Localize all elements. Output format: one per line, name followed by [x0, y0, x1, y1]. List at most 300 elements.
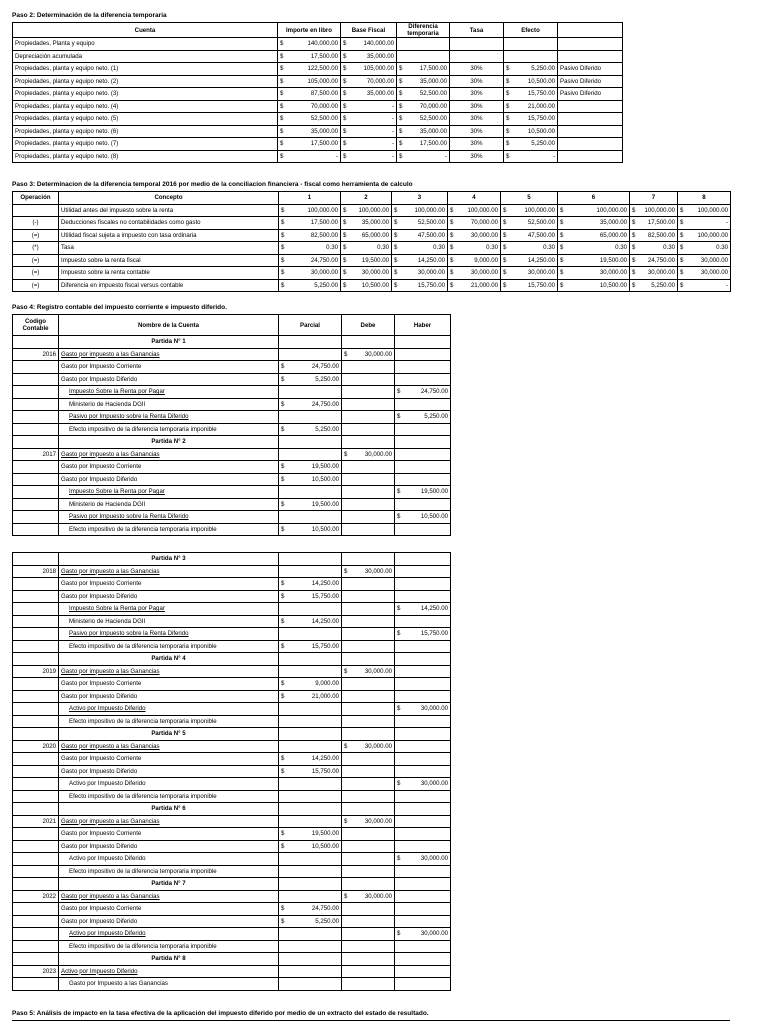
currency-symbol: $	[506, 102, 510, 110]
journal-parcial	[279, 578, 342, 591]
journal-row	[13, 978, 451, 991]
journal-debe-value: 30,000.00	[364, 817, 392, 825]
currency-symbol: $	[281, 363, 285, 371]
journal-parcial-value: 9,000.00	[315, 680, 339, 688]
paso3-cell-value: 100,000.00	[307, 206, 338, 214]
journal-code	[13, 603, 59, 616]
paso2-tipo	[558, 38, 623, 51]
journal-debe	[342, 628, 395, 641]
journal-parcial	[279, 486, 342, 499]
journal-debe	[342, 928, 395, 941]
paso2-tasa: 30%	[450, 63, 504, 76]
paso2-cell-value: -	[391, 115, 394, 123]
paso3-cell	[678, 217, 731, 230]
account-name-text: Activo por Impuesto Diferido	[69, 780, 146, 788]
paso2-cell-value: -	[335, 152, 338, 160]
currency-symbol: $	[280, 90, 284, 98]
paso3-cell-value: 5,250.00	[314, 281, 338, 289]
currency-symbol: $	[281, 269, 285, 277]
journal-haber	[395, 553, 451, 566]
paso2-cuenta: Propiedades, planta y equipo neto. (5)	[13, 113, 278, 126]
paso3-cell-value: 100,000.00	[596, 206, 627, 214]
journal-row	[13, 411, 451, 424]
journal-parcial	[279, 498, 342, 511]
journal-haber	[395, 565, 451, 578]
paso2-efecto-value: 15,750.00	[527, 115, 555, 123]
journal-row	[13, 628, 451, 641]
paso2-efecto	[504, 38, 558, 51]
account-name	[59, 690, 279, 703]
journal-debe	[342, 715, 395, 728]
paso3-operacion	[13, 204, 59, 217]
currency-symbol: $	[343, 256, 347, 264]
journal-row	[13, 765, 451, 778]
paso3-cell	[501, 229, 558, 242]
currency-symbol: $	[397, 930, 401, 938]
currency-symbol: $	[343, 52, 347, 60]
journal-parcial-value: 5,250.00	[315, 917, 339, 925]
journal-debe	[342, 815, 395, 828]
paso2-tipo	[558, 138, 623, 151]
journal-entry-header	[13, 953, 451, 966]
currency-symbol: $	[680, 281, 684, 289]
journal-parcial	[279, 940, 342, 953]
paso3-cell-value: 17,500.00	[647, 219, 675, 227]
currency-symbol: $	[397, 630, 401, 638]
journal-haber	[395, 765, 451, 778]
currency-symbol: $	[397, 388, 401, 396]
account-name-text: Gasto por Impuesto Diferido	[61, 692, 138, 700]
currency-symbol: $	[281, 244, 285, 252]
journal-haber	[395, 640, 451, 653]
account-name-text: Gasto por impuesto a las Ganancias	[61, 892, 160, 900]
journal-haber	[395, 728, 451, 741]
paso2-efecto-value: 15,750.00	[527, 90, 555, 98]
journal-code	[13, 853, 59, 866]
paso2-header: Cuenta	[13, 23, 278, 38]
paso3-cell	[630, 254, 678, 267]
paso2-cell	[397, 38, 450, 51]
paso2-row	[13, 138, 623, 151]
currency-symbol: $	[281, 680, 285, 688]
journal-row	[13, 740, 451, 753]
currency-symbol: $	[280, 40, 284, 48]
paso3-cell	[448, 242, 501, 255]
account-name-text: Impuesto Sobre la Renta por Pagar	[69, 488, 165, 496]
journal-parcial	[279, 603, 342, 616]
journal-debe	[342, 653, 395, 666]
journal-debe	[342, 790, 395, 803]
paso2-cell-value: 87,500.00	[310, 90, 338, 98]
paso2-tasa: 30%	[450, 75, 504, 88]
paso2-cell	[278, 113, 341, 126]
paso2-efecto-value: 5,250.00	[531, 65, 555, 73]
partida-title: Partida N° 6	[59, 803, 279, 816]
currency-symbol: $	[506, 152, 510, 160]
partida-title: Partida N° 2	[59, 436, 279, 449]
paso3-cell	[630, 204, 678, 217]
account-name-text: Gasto por Impuesto Diferido	[61, 475, 138, 483]
paso2-cell-value: 52,500.00	[419, 90, 447, 98]
journal-haber	[395, 603, 451, 616]
paso2-header: Base Fiscal	[341, 23, 397, 38]
paso3-cell	[392, 229, 448, 242]
currency-symbol: $	[281, 830, 285, 838]
journal-parcial	[279, 828, 342, 841]
paso2-tipo: Pasivo Diferido	[558, 75, 623, 88]
account-name-text: Gasto por Impuesto Corriente	[61, 830, 142, 838]
journal-parcial	[279, 965, 342, 978]
currency-symbol: $	[680, 256, 684, 264]
account-name-text: Gasto por impuesto a las Ganancias	[61, 567, 160, 575]
paso3-row	[13, 242, 731, 255]
journal-parcial-value: 14,250.00	[311, 617, 339, 625]
paso3-cell-value: 47,500.00	[527, 231, 555, 239]
currency-symbol: $	[281, 617, 285, 625]
paso2-cell-value: 105,000.00	[363, 65, 394, 73]
journal-row	[13, 828, 451, 841]
currency-symbol: $	[394, 281, 398, 289]
paso2-cuenta: Propiedades, planta y equipo neto. (2)	[13, 75, 278, 88]
account-name	[59, 423, 279, 436]
journal-code	[13, 865, 59, 878]
journal-code	[13, 878, 59, 891]
paso3-header: Concepto	[59, 192, 279, 205]
journal-haber	[395, 815, 451, 828]
paso3-operacion: (=)	[13, 254, 59, 267]
currency-symbol: $	[344, 742, 348, 750]
currency-symbol: $	[503, 269, 507, 277]
paso3-cell-value: 21,000.00	[470, 281, 498, 289]
currency-symbol: $	[344, 350, 348, 358]
paso3-cell-value: 10,500.00	[599, 281, 627, 289]
journal-haber-value: 15,750.00	[420, 630, 448, 638]
journal-row	[13, 461, 451, 474]
currency-symbol: $	[399, 65, 403, 73]
journal-code	[13, 753, 59, 766]
journal-haber	[395, 511, 451, 524]
paso2-efecto-value: 5,250.00	[531, 140, 555, 148]
journal-parcial-value: 14,250.00	[311, 755, 339, 763]
paso3-concepto: Utilidad antes del impuesto sobre la renta	[59, 204, 279, 217]
currency-symbol: $	[506, 77, 510, 85]
currency-symbol: $	[397, 780, 401, 788]
paso2-row	[13, 150, 623, 163]
currency-symbol: $	[343, 90, 347, 98]
currency-symbol: $	[506, 127, 510, 135]
partida-title: Partida N° 8	[59, 953, 279, 966]
currency-symbol: $	[344, 667, 348, 675]
journal-debe	[342, 386, 395, 399]
paso2-row	[13, 125, 623, 138]
paso3-cell	[630, 217, 678, 230]
paso2-tasa: 30%	[450, 138, 504, 151]
paso3-cell-value: 82,500.00	[647, 231, 675, 239]
journal-haber	[395, 828, 451, 841]
journal-row	[13, 578, 451, 591]
journal-parcial	[279, 653, 342, 666]
paso3-operacion: (=)	[13, 279, 59, 292]
currency-symbol: $	[343, 206, 347, 214]
paso2-cell	[278, 63, 341, 76]
account-name-text: Activo por Impuesto Diferido	[61, 967, 138, 975]
journal-row	[13, 615, 451, 628]
currency-symbol: $	[280, 140, 284, 148]
journal-parcial	[279, 640, 342, 653]
journal-debe	[342, 828, 395, 841]
account-name	[59, 890, 279, 903]
paso3-cell-value: 100,000.00	[644, 206, 675, 214]
journal-row	[13, 903, 451, 916]
journal-row	[13, 928, 451, 941]
account-name-text: Gasto por Impuesto Corriente	[61, 755, 142, 763]
journal-haber	[395, 361, 451, 374]
paso3-cell	[501, 254, 558, 267]
journal-debe-value: 30,000.00	[364, 350, 392, 358]
journal-parcial	[279, 790, 342, 803]
currency-symbol: $	[506, 115, 510, 123]
journal-row	[13, 498, 451, 511]
paso2-cell-value: -	[391, 102, 394, 110]
currency-symbol: $	[399, 140, 403, 148]
journal-row	[13, 486, 451, 499]
account-name	[59, 903, 279, 916]
journal-code	[13, 928, 59, 941]
currency-symbol: $	[343, 269, 347, 277]
currency-symbol: $	[450, 256, 454, 264]
journal-haber	[395, 703, 451, 716]
journal-debe	[342, 590, 395, 603]
currency-symbol: $	[632, 256, 636, 264]
journal-debe	[342, 690, 395, 703]
currency-symbol: $	[399, 102, 403, 110]
paso2-cell-value: 17,500.00	[419, 65, 447, 73]
journal-debe	[342, 448, 395, 461]
paso2-tasa: 30%	[450, 100, 504, 113]
account-name	[59, 498, 279, 511]
paso2-cuenta: Propiedades, Planta y equipo	[13, 38, 278, 51]
paso3-cell-value: 15,750.00	[417, 281, 445, 289]
journal-row	[13, 590, 451, 603]
journal-row	[13, 815, 451, 828]
journal-parcial	[279, 765, 342, 778]
paso3-cell-value: 0.30	[433, 244, 445, 252]
currency-symbol: $	[506, 140, 510, 148]
paso3-header: 8	[678, 192, 731, 205]
journal-row	[13, 423, 451, 436]
account-name	[59, 790, 279, 803]
paso2-cell-value: 70,000.00	[419, 102, 447, 110]
paso3-cell	[678, 254, 731, 267]
paso2-tipo	[558, 50, 623, 63]
paso3-operacion: (=)	[13, 229, 59, 242]
journal-code	[13, 411, 59, 424]
journal-debe	[342, 803, 395, 816]
currency-symbol: $	[397, 488, 401, 496]
journal-debe	[342, 498, 395, 511]
currency-symbol: $	[281, 281, 285, 289]
journal-code	[13, 940, 59, 953]
paso3-header: 1	[279, 192, 341, 205]
paso3-cell	[448, 204, 501, 217]
journal-parcial	[279, 348, 342, 361]
account-name-text: Gasto por Impuesto Diferido	[61, 375, 138, 383]
currency-symbol: $	[394, 244, 398, 252]
journal-debe	[342, 978, 395, 991]
journal-row	[13, 523, 451, 536]
currency-symbol: $	[281, 592, 285, 600]
journal-parcial-value: 19,500.00	[311, 463, 339, 471]
paso3-concepto: Deducciones fiscales no contabilidades como gasto	[59, 217, 279, 230]
paso3-cell	[279, 254, 341, 267]
account-name-text: Efecto impositivo de la diferencia temporaria imponible	[69, 942, 217, 950]
journal-haber-value: 24,750.00	[420, 388, 448, 396]
journal-haber-value: 30,000.00	[420, 930, 448, 938]
journal-row	[13, 840, 451, 853]
journal-code: 2018	[13, 565, 59, 578]
account-name	[59, 461, 279, 474]
journal-code	[13, 386, 59, 399]
currency-symbol: $	[394, 219, 398, 227]
account-name	[59, 928, 279, 941]
paso2-efecto-value: -	[552, 152, 555, 160]
paso2-cell-value: 17,500.00	[310, 140, 338, 148]
currency-symbol: $	[680, 219, 684, 227]
paso2-cell	[397, 50, 450, 63]
paso2-efecto-value: 10,500.00	[527, 127, 555, 135]
journal-code	[13, 590, 59, 603]
paso2-tasa: 30%	[450, 125, 504, 138]
journal-parcial-value: 24,750.00	[311, 363, 339, 371]
currency-symbol: $	[560, 269, 564, 277]
journal-code	[13, 553, 59, 566]
paso3-cell	[678, 242, 731, 255]
paso2-efecto	[504, 100, 558, 113]
journal-row	[13, 473, 451, 486]
paso3-cell-value: 0.30	[377, 244, 389, 252]
currency-symbol: $	[281, 475, 285, 483]
journal-haber	[395, 348, 451, 361]
account-name	[59, 511, 279, 524]
journal-parcial	[279, 728, 342, 741]
paso3-cell	[558, 279, 630, 292]
paso2-cell	[341, 113, 397, 126]
journal-haber	[395, 878, 451, 891]
paso2-header	[558, 23, 623, 38]
account-name-text: Gasto por Impuesto a las Ganancias	[69, 980, 168, 988]
journal-code: 2016	[13, 348, 59, 361]
paso3-cell-value: 0.30	[326, 244, 338, 252]
journal-haber-value: 19,500.00	[420, 488, 448, 496]
journal-code	[13, 790, 59, 803]
paso2-cell-value: 52,500.00	[310, 115, 338, 123]
journal-haber	[395, 890, 451, 903]
journal-parcial	[279, 665, 342, 678]
partida-title: Partida N° 7	[59, 878, 279, 891]
journal-code	[13, 523, 59, 536]
paso2-tasa: 30%	[450, 113, 504, 126]
journal-haber	[395, 523, 451, 536]
currency-symbol: $	[280, 152, 284, 160]
paso2-cell	[397, 138, 450, 151]
paso3-cell	[341, 242, 392, 255]
paso3-cell-value: 14,250.00	[417, 256, 445, 264]
paso3-cell-value: 30,000.00	[647, 269, 675, 277]
journal-haber	[395, 953, 451, 966]
currency-symbol: $	[397, 855, 401, 863]
paso2-tasa	[450, 38, 504, 51]
journal-haber-value: 30,000.00	[420, 780, 448, 788]
currency-symbol: $	[503, 219, 507, 227]
paso2-cell	[397, 63, 450, 76]
account-name	[59, 386, 279, 399]
journal-entry-header	[13, 803, 451, 816]
paso3-cell-value: 100,000.00	[467, 206, 498, 214]
journal-parcial	[279, 461, 342, 474]
paso3-concepto: Utilidad fiscal sujeta a impuesto con tasa ordinaria	[59, 229, 279, 242]
paso3-cell	[630, 229, 678, 242]
paso3-cell-value: 30,000.00	[700, 256, 728, 264]
journal-code	[13, 778, 59, 791]
paso3-cell	[341, 229, 392, 242]
paso3-concepto: Impuesto sobre la renta contable	[59, 267, 279, 280]
currency-symbol: $	[280, 102, 284, 110]
account-name-text: Gasto por Impuesto Diferido	[61, 917, 138, 925]
journal-code: 2020	[13, 740, 59, 753]
paso2-tasa: 30%	[450, 150, 504, 163]
account-name	[59, 840, 279, 853]
currency-symbol: $	[560, 206, 564, 214]
paso2-cell	[278, 88, 341, 101]
journal-row	[13, 448, 451, 461]
paso4-header: Parcial	[279, 315, 342, 336]
paso2-cell	[278, 100, 341, 113]
journal-debe	[342, 361, 395, 374]
currency-symbol: $	[503, 281, 507, 289]
paso2-cell	[278, 125, 341, 138]
paso2-cell-value: 17,500.00	[419, 140, 447, 148]
journal-parcial	[279, 853, 342, 866]
journal-code	[13, 640, 59, 653]
journal-parcial	[279, 523, 342, 536]
paso3-header: Operación	[13, 192, 59, 205]
paso3-cell	[392, 242, 448, 255]
account-name-text: Gasto por Impuesto Corriente	[61, 680, 142, 688]
journal-parcial	[279, 565, 342, 578]
currency-symbol: $	[280, 52, 284, 60]
paso3-header: 2	[341, 192, 392, 205]
paso3-cell-value: 35,000.00	[599, 219, 627, 227]
journal-debe	[342, 878, 395, 891]
journal-row	[13, 965, 451, 978]
paso2-tasa	[450, 50, 504, 63]
paso2-tipo	[558, 125, 623, 138]
journal-code	[13, 423, 59, 436]
currency-symbol: $	[281, 755, 285, 763]
paso2-efecto	[504, 50, 558, 63]
journal-code	[13, 398, 59, 411]
account-name-text: Pasivo por Impuesto sobre la Renta Diferido	[69, 630, 189, 638]
currency-symbol: $	[503, 231, 507, 239]
account-name-text: Gasto por impuesto a las Ganancias	[61, 742, 160, 750]
journal-haber-value: 30,000.00	[420, 855, 448, 863]
paso3-cell	[448, 254, 501, 267]
journal-row	[13, 348, 451, 361]
journal-haber	[395, 740, 451, 753]
journal-parcial	[279, 953, 342, 966]
account-name-text: Efecto impositivo de la diferencia temporaria imponible	[69, 425, 217, 433]
journal-row	[13, 940, 451, 953]
